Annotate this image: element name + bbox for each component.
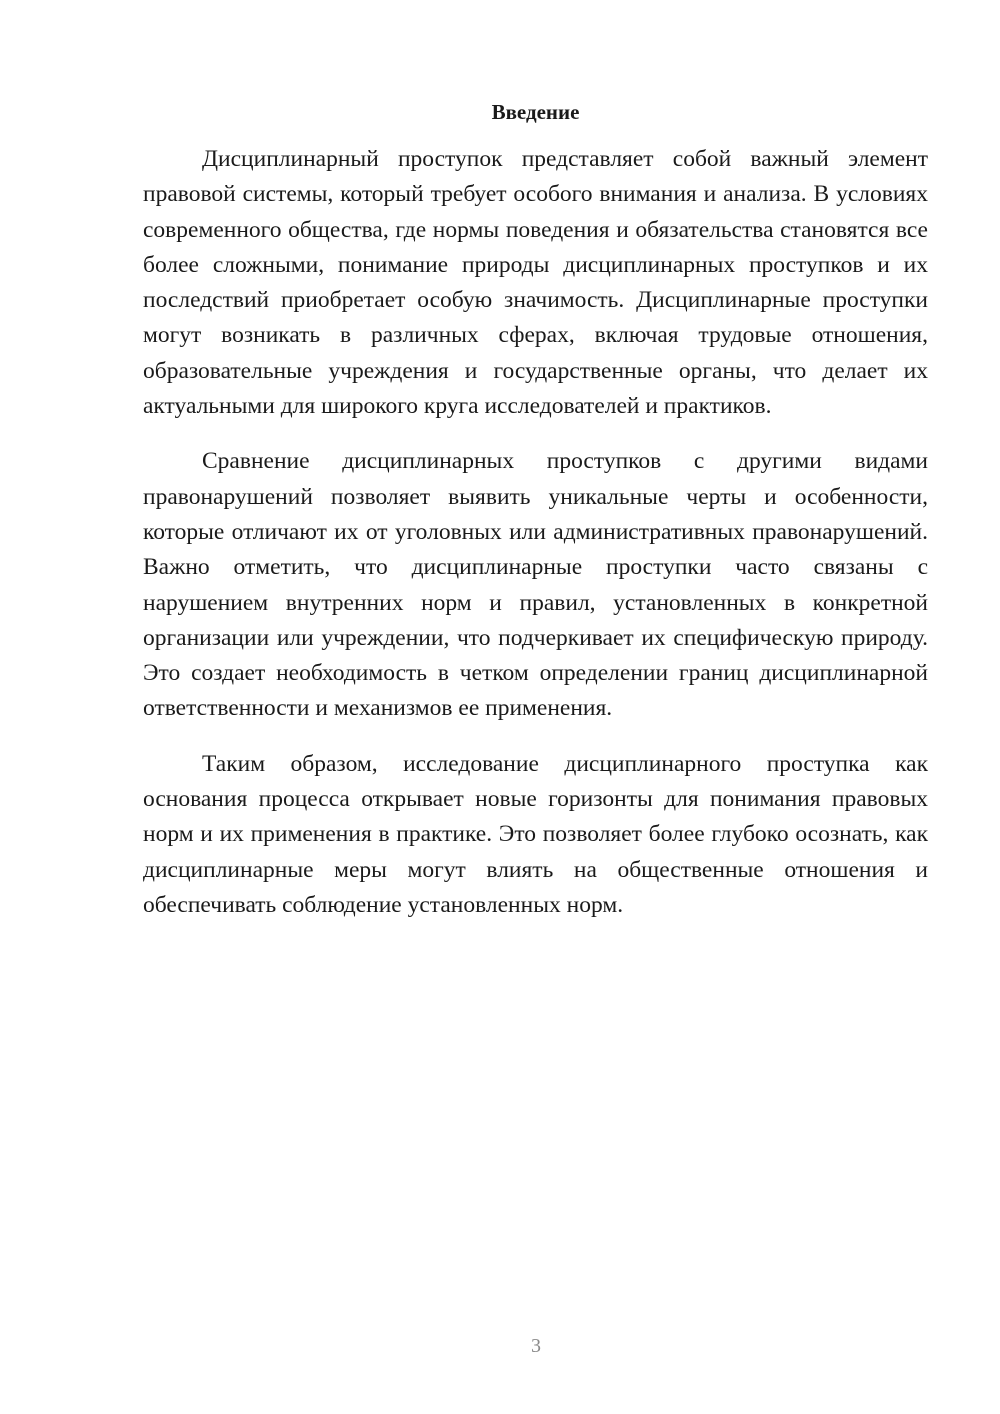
page-number: 3 (531, 1335, 541, 1357)
section-heading: Введение (491, 100, 580, 124)
paragraph-3: Таким образом, исследование дисциплинарного проступка как основания процесса открывает новые горизонты для понимания правовых норм и их применения в практике. Это позволяет более глубоко осознать, как дисциплинарные меры могут влиять на общественные отношения и обеспечивать соблюдение установленных норм. (143, 750, 928, 918)
paragraph-2: Сравнение дисциплинарных проступков с другими видами правонарушений позволяет выявить уникальные черты и особенности, которые отличают их от уголовных или административных правонарушений. Важно отметить, что дисциплинарные проступки часто связаны с нарушением внутренних норм и правил, установленных в конкретной организации или учреждении, что подчеркивает их специфическую природу. Это создает необходимость в четком определении границ дисциплинарной ответственности и механизмов ее применения. (143, 448, 928, 722)
body-text (143, 142, 928, 943)
paragraph-1: Дисциплинарный проступок представляет собой важный элемент правовой системы, который требует особого внимания и анализа. В условиях современного общества, где нормы поведения и обязательства становятся все более сложными, понимание природы дисциплинарных проступков и их последствий приобретает особую значимость. Дисциплинарные проступки могут возникать в различных сферах, включая трудовые отношения, образовательные учреждения и государственные органы, что делает их актуальными для широкого круга исследователей и практиков. (143, 146, 928, 420)
